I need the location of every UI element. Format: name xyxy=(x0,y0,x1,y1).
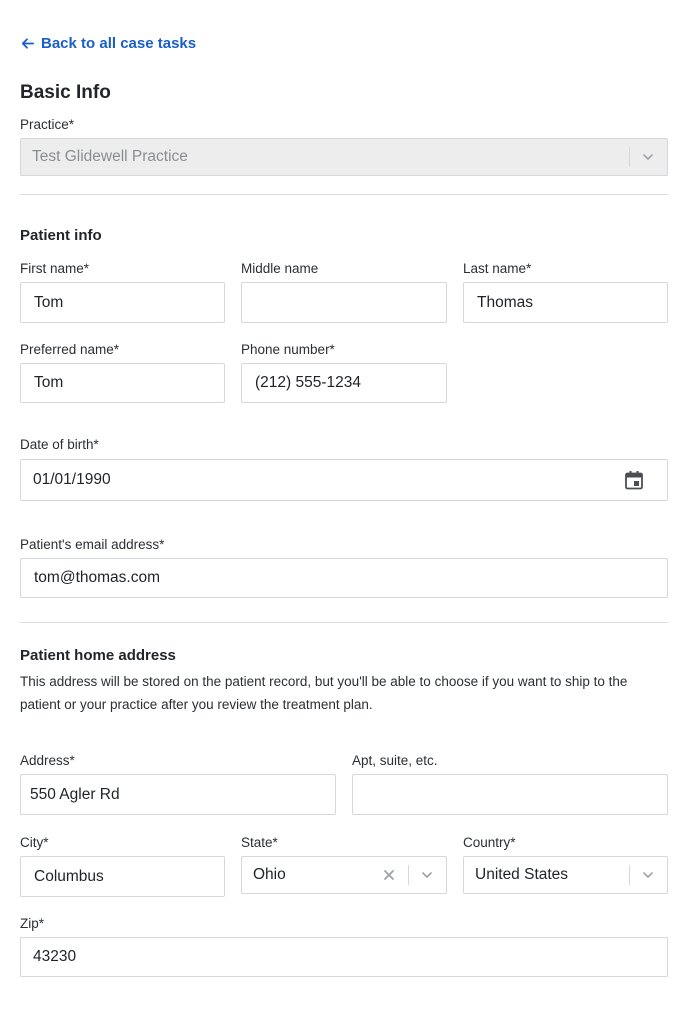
country-select-value: United States xyxy=(475,866,569,883)
practice-label: Practice* xyxy=(20,117,75,132)
basic-info-title: Basic Info xyxy=(20,82,111,103)
address-value: 550 Agler Rd xyxy=(30,785,120,803)
home-address-title: Patient home address xyxy=(20,647,176,664)
select-separator xyxy=(629,865,630,885)
city-input[interactable] xyxy=(20,856,225,897)
home-address-helper-text: This address will be stored on the patient record, but you'll be able to choose if you want to ship to the patient or your practice after you review the treatment plan. xyxy=(20,674,628,712)
country-select[interactable] xyxy=(463,856,668,894)
state-label: State* xyxy=(241,835,278,850)
back-to-case-tasks-link[interactable] xyxy=(20,35,196,52)
chevron-down-icon xyxy=(420,868,434,882)
preferred-name-input[interactable] xyxy=(20,363,225,403)
city-value: Columbus xyxy=(34,867,104,885)
back-link-label: Back to all case tasks xyxy=(41,35,197,52)
date-of-birth-label: Date of birth* xyxy=(20,437,99,452)
phone-number-label: Phone number* xyxy=(241,342,335,357)
first-name-value: Tom xyxy=(34,293,64,311)
zip-label: Zip* xyxy=(20,916,45,931)
chevron-down-icon xyxy=(641,150,655,164)
apt-suite-input[interactable] xyxy=(352,774,668,815)
preferred-name-value: Tom xyxy=(34,374,64,391)
select-separator xyxy=(408,865,409,885)
email-input[interactable] xyxy=(20,558,668,598)
last-name-label: Last name* xyxy=(463,261,532,276)
calendar-icon[interactable] xyxy=(623,469,645,491)
zip-input[interactable] xyxy=(20,937,668,977)
state-select[interactable] xyxy=(241,856,447,894)
middle-name-label: Middle name xyxy=(241,261,319,276)
country-label: Country* xyxy=(463,835,516,850)
practice-select-value: Test Glidewell Practice xyxy=(32,148,188,165)
last-name-value: Thomas xyxy=(477,293,533,311)
first-name-input[interactable] xyxy=(20,282,225,323)
close-icon[interactable] xyxy=(383,869,395,881)
email-label: Patient's email address* xyxy=(20,537,165,552)
select-separator xyxy=(629,147,630,167)
patient-info-title: Patient info xyxy=(20,227,102,244)
apt-suite-label: Apt, suite, etc. xyxy=(352,753,438,768)
chevron-down-icon xyxy=(641,868,655,882)
first-name-label: First name* xyxy=(20,261,90,276)
divider xyxy=(20,622,668,623)
address-input[interactable] xyxy=(20,774,336,815)
phone-number-input[interactable] xyxy=(241,363,447,403)
middle-name-input[interactable] xyxy=(241,282,447,323)
arrow-left-icon xyxy=(20,36,35,51)
city-label: City* xyxy=(20,835,49,850)
preferred-name-label: Preferred name* xyxy=(20,342,120,357)
phone-number-value: (212) 555-1234 xyxy=(255,374,361,391)
date-of-birth-input[interactable] xyxy=(20,459,668,501)
last-name-input[interactable] xyxy=(463,282,668,323)
practice-select[interactable] xyxy=(20,138,668,176)
address-label: Address* xyxy=(20,753,75,768)
divider xyxy=(20,194,668,195)
zip-value: 43230 xyxy=(33,948,77,965)
date-of-birth-value: 01/01/1990 xyxy=(33,471,111,488)
state-select-value: Ohio xyxy=(253,866,286,883)
email-value: tom@thomas.com xyxy=(34,569,160,586)
